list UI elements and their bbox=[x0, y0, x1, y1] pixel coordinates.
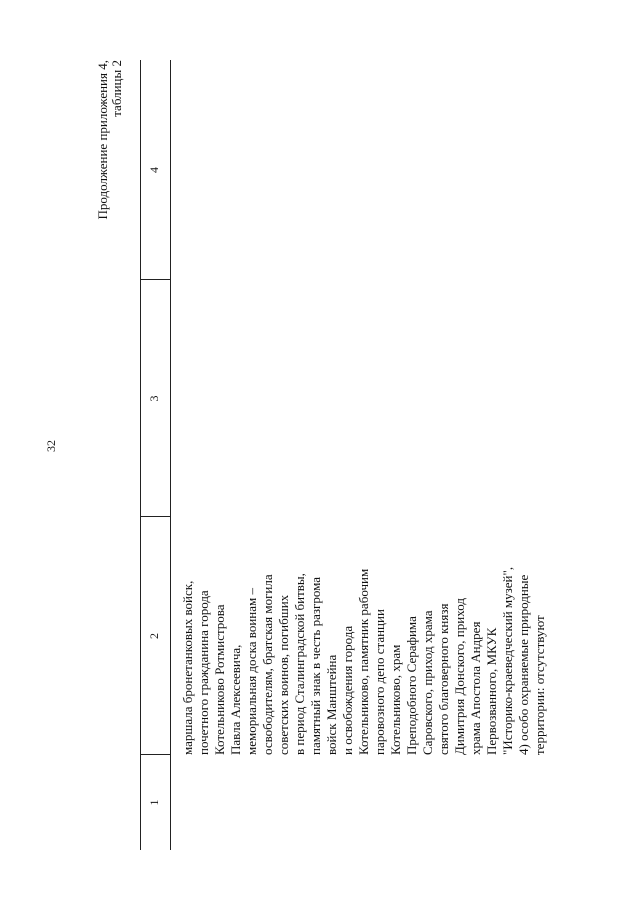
cell-line: 4) особо охраняемые природные bbox=[516, 574, 531, 755]
cell-line: Димитрия Донского, приход bbox=[452, 598, 467, 755]
cell-line: советских воинов, погибших bbox=[276, 594, 291, 755]
header-col-2: 2 bbox=[147, 633, 161, 639]
cell-line: памятный знак в честь разгрома bbox=[308, 577, 323, 755]
table-caption bbox=[96, 60, 124, 310]
cell-line: в период Сталинградской битвы, bbox=[292, 573, 307, 755]
table-header bbox=[140, 60, 170, 850]
header-col-1: 1 bbox=[147, 799, 161, 806]
caption-line-1: Продолжение приложения 4, bbox=[95, 60, 110, 220]
cell-line: храма Апостола Андрея bbox=[468, 621, 483, 755]
cell-line: маршала бронетанковых войск, bbox=[180, 580, 195, 755]
caption-line-2: таблицы 2 bbox=[109, 60, 124, 117]
cell-line: святого благоверного князя bbox=[436, 603, 451, 755]
column-2-content bbox=[180, 375, 548, 755]
cell-line: Котельниково Ротмистрова bbox=[212, 604, 227, 755]
table-top-border bbox=[140, 60, 141, 850]
cell-line: почетного гражданина города bbox=[196, 590, 211, 755]
table-header-bottom-border bbox=[170, 60, 171, 850]
cell-line: войск Манштейна bbox=[324, 654, 339, 755]
header-col-4: 4 bbox=[147, 167, 161, 173]
cell-line: Котельниково, храм bbox=[388, 644, 403, 755]
cell-line: Саровского, приход храма bbox=[420, 610, 435, 755]
cell-line: Преподобного Серафима bbox=[404, 616, 419, 755]
cell-line: "Историко-краеведческий музей", bbox=[500, 566, 515, 755]
cell-line: территории: отсутствуют bbox=[532, 615, 547, 755]
header-col-3: 3 bbox=[147, 395, 161, 402]
cell-line: освободителям, братская могила bbox=[260, 574, 275, 755]
cell-line: Первозванного, МКУК bbox=[484, 627, 499, 755]
cell-line: и освобождения города bbox=[340, 625, 355, 755]
cell-line: мемориальная доска воинам – bbox=[244, 588, 259, 755]
cell-line: Павла Алексеевича, bbox=[228, 644, 243, 755]
page-number: 32 bbox=[44, 440, 58, 452]
rotated-content bbox=[0, 40, 640, 900]
cell-line: Котельниково, памятник рабочим bbox=[356, 568, 371, 755]
cell-line: паровозного депо станции bbox=[372, 609, 387, 755]
